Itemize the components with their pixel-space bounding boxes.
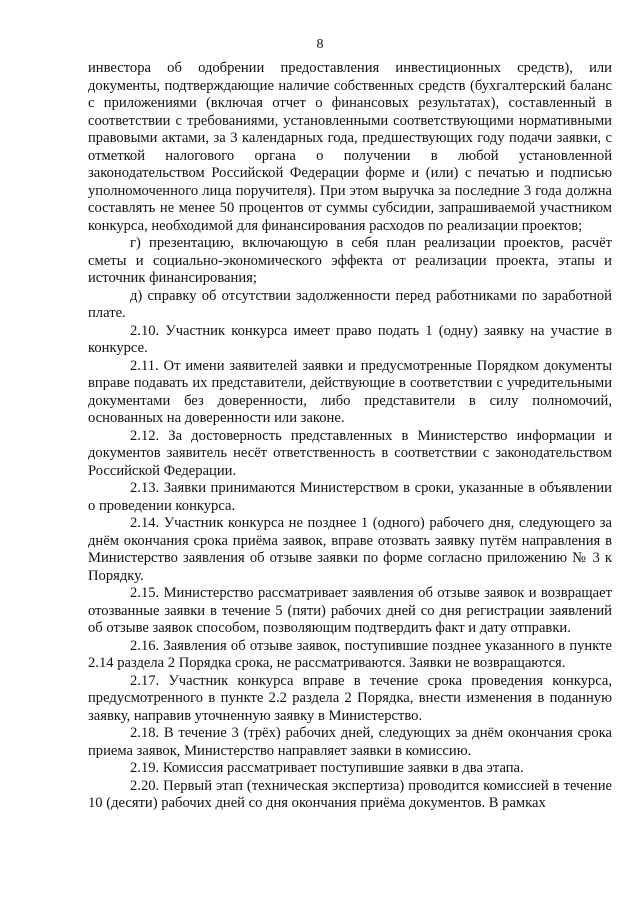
- paragraph-2-19: 2.19. Комиссия рассматривает поступившие заявки в два этапа.: [130, 760, 524, 776]
- paragraph-2-15: 2.15. Министерство рассматривает заявления об отзыве заявок и возвращает отозванные заявки в течение 5 (пяти) рабочих дней со дня регистрации заявлений об отзыве заявок способом, позволяющим подтвердить факт и дату отправки.: [88, 585, 612, 636]
- paragraph-2-18: 2.18. В течение 3 (трёх) рабочих дней, следующих за днём окончания срока приема заявок, Министерство направляет заявки в комиссию.: [88, 725, 612, 759]
- paragraph-2-13: 2.13. Заявки принимаются Министерством в сроки, указанные в объявлении о проведении конкурса.: [88, 480, 612, 514]
- paragraph-2-20: 2.20. Первый этап (техническая экспертиза) проводится комиссией в течение 10 (десяти) рабочих дней со дня окончания приёма документов. В рамках: [88, 777, 612, 811]
- paragraph-2-12: 2.12. За достоверность представленных в Министерство информации и документов заявитель несёт ответственность в соответствии с законодательством Российской Федерации.: [88, 427, 612, 479]
- paragraph-2-14: 2.14. Участник конкурса не позднее 1 (одного) рабочего дня, следующего за днём окончания срока приёма заявок, вправе отозвать заявку путём направления в Министерство заявления об отзыве заявки по форме согласно приложению № 3 к Порядку.: [88, 515, 612, 584]
- page-number: 8: [316, 37, 324, 52]
- paragraph-item-d: д) справку об отсутствии задолженности перед работниками по заработной плате.: [88, 287, 612, 321]
- paragraph-2-10: 2.10. Участник конкурса имеет право подать 1 (одну) заявку на участие в конкурсе.: [88, 322, 612, 356]
- paragraph-continuation: инвестора об одобрении предоставления инвестиционных средств), или документы, подтверждающие наличие собственных средств (бухгалтерский баланс с приложениями (включая отчет о финансовых результатах), составленный в соответствии с требованиями, установленными соответствующими нормативными правовыми актами, за 3 календарных года, предшествующих году подачи заявки, с отметкой налогового органа о получении в любой установленной законодательством Российской Федерации форме и (или) с печатью и подписью уполномоченного лица поручителя). При этом выручка за последние 3 года должна составлять не менее 50 процентов от суммы субсидии, запрашиваемой участником конкурса, необходимой для финансирования расходов по реализации проектов;: [88, 60, 612, 234]
- paragraph-2-11: 2.11. От имени заявителей заявки и предусмотренные Порядком документы вправе подавать их представители, действующие в соответствии с учредительными документами без доверенности, либо представители в силу полномочий, основанных на доверенности или законе.: [88, 357, 612, 426]
- paragraph-2-17: 2.17. Участник конкурса вправе в течение срока проведения конкурса, предусмотренного в пункте 2.2 раздела 2 Порядка, внести изменения в поданную заявку, направив уточненную заявку в Министерство.: [88, 672, 612, 724]
- paragraph-item-g: г) презентацию, включающую в себя план реализации проектов, расчёт сметы и социально-экономического эффекта от реализации проекта, этапы и источник финансирования;: [88, 235, 612, 286]
- document-body: [88, 60, 612, 813]
- paragraph-2-16: 2.16. Заявления об отзыве заявок, поступившие позднее указанного в пункте 2.14 раздела 2 Порядка срока, не рассматриваются. Заявки не возвращаются.: [88, 637, 612, 671]
